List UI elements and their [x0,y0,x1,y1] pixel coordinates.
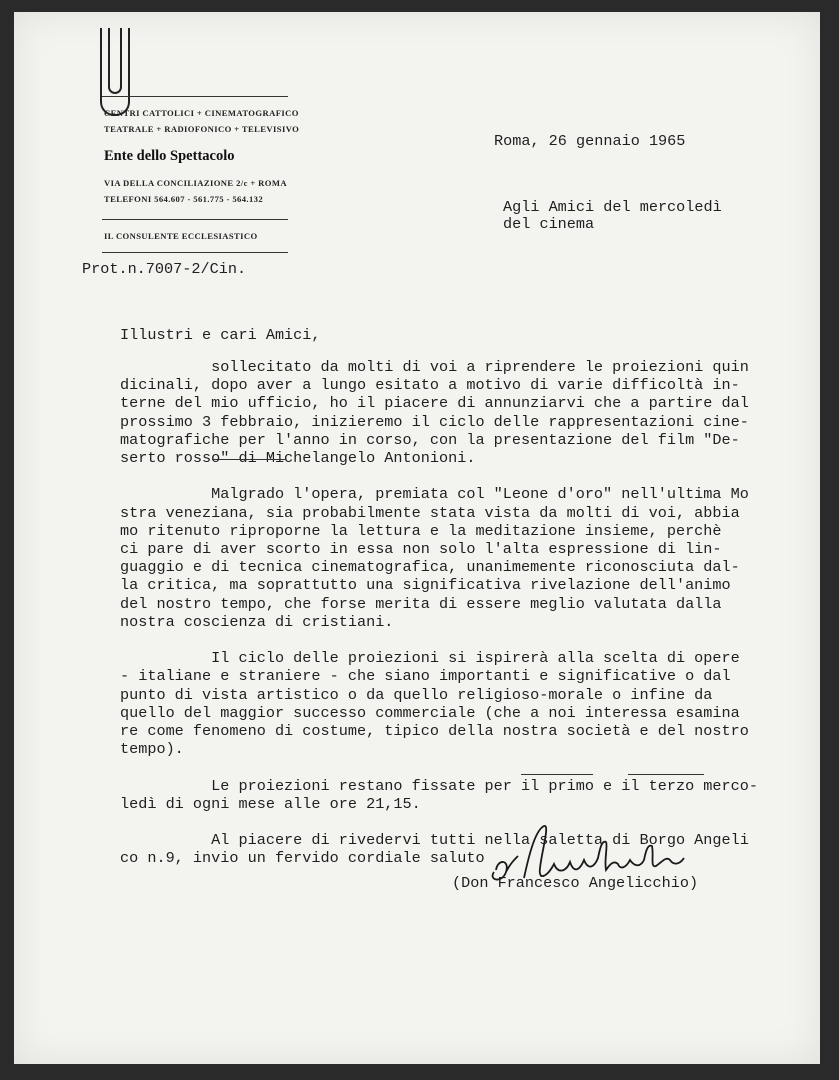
body-line: terne del mio ufficio, ho il piacere di annunziarvi che a partire dal [120,394,749,413]
body-line: prossimo 3 febbraio, inizieremo il ciclo delle rappresentazioni cine- [120,412,749,431]
body-line: Il ciclo delle proiezioni si ispirerà alla scelta di opere [120,649,740,668]
body-line: dicinali, dopo aver a lungo esitato a motivo di varie difficoltà in- [120,376,740,395]
body-line: tempo). [120,740,184,759]
body-line: punto di vista artistico o da quello religioso-morale o infine da [120,685,713,704]
body-line: stra veneziana, sia probabilmente stata vista da molti di voi, abbia [120,503,740,522]
body-line: del nostro tempo, che forse merita di essere meglio valutata dalla [120,594,722,613]
body-line: mo ritenuto riproporne la lettura e la meditazione insieme, perchè [120,521,722,540]
recipient-line-1: Agli Amici del mercoledì [503,198,722,216]
underline-3-febbraio [212,459,286,460]
body-line: co n.9, invio un fervido cordiale saluto [120,849,485,868]
body-line: - italiane e straniere - che siano importanti e significative o dal [120,667,731,686]
body-line: re come fenomeno di costume, tipico della nostra società e del nostro [120,722,749,740]
salutation: Illustri e cari Amici, [120,326,321,344]
paper-clip-icon [100,28,130,116]
letterhead-office: IL CONSULENTE ECCLESIASTICO [104,231,258,241]
letterhead-line2: TEATRALE + RADIOFONICO + TELEVISIVO [104,124,300,134]
date-line: Roma, 26 gennaio 1965 [494,132,686,150]
body-line: sollecitato da molti di voi a riprendere le proiezioni quin [120,358,749,376]
letterhead-phones: TELEFONI 564.607 - 561.775 - 564.132 [104,194,264,204]
body-line: la critica, ma soprattutto una significativa rivelazione dell'animo [120,576,731,595]
letterhead-org-name: Ente dello Spettacolo [104,148,235,164]
body-line: nostra coscienza di cristiani. [120,612,394,631]
letterhead-rule-top [102,96,288,97]
letter-page [14,12,820,1064]
body-line: matografiche per l'anno in corso, con la presentazione del film "De- [120,430,740,449]
body-line: Malgrado l'opera, premiata col "Leone d'oro" nell'ultima Mo [120,485,749,504]
letterhead-rule-bottom [102,252,288,253]
body-line: guaggio e di tecnica cinematografica, unanimemente riconosciuta dal- [120,558,740,577]
body-line: serto rosso" di Michelangelo Antonioni. [120,449,476,467]
body-line: Al piacere di rivedervi tutti nella saletta di Borgo Angeli [120,831,749,850]
body-line: quello del maggior successo commerciale (che a noi interessa esamina [120,703,740,722]
body-line: Le proiezioni restano fissate per il primo e il terzo merco- [120,776,758,795]
letterhead-rule-middle [102,219,288,220]
letterhead-address: VIA DELLA CONCILIAZIONE 2/c + ROMA [104,178,287,188]
underline-il-primo [521,774,593,775]
body-line: ledì di ogni mese alle ore 21,15. [120,794,421,813]
recipient-line-2: del cinema [503,215,595,233]
body-line: ci pare di aver scorto in essa non solo l'alta espressione di lin- [120,540,722,558]
signature-name: (Don Francesco Angelicchio) [452,874,699,892]
underline-il-terzo [628,774,704,775]
letterhead-line1: CENTRI CATTOLICI + CINEMATOGRAFICO [104,108,299,118]
protocol-number: Prot.n.7007-2/Cin. [82,260,247,278]
